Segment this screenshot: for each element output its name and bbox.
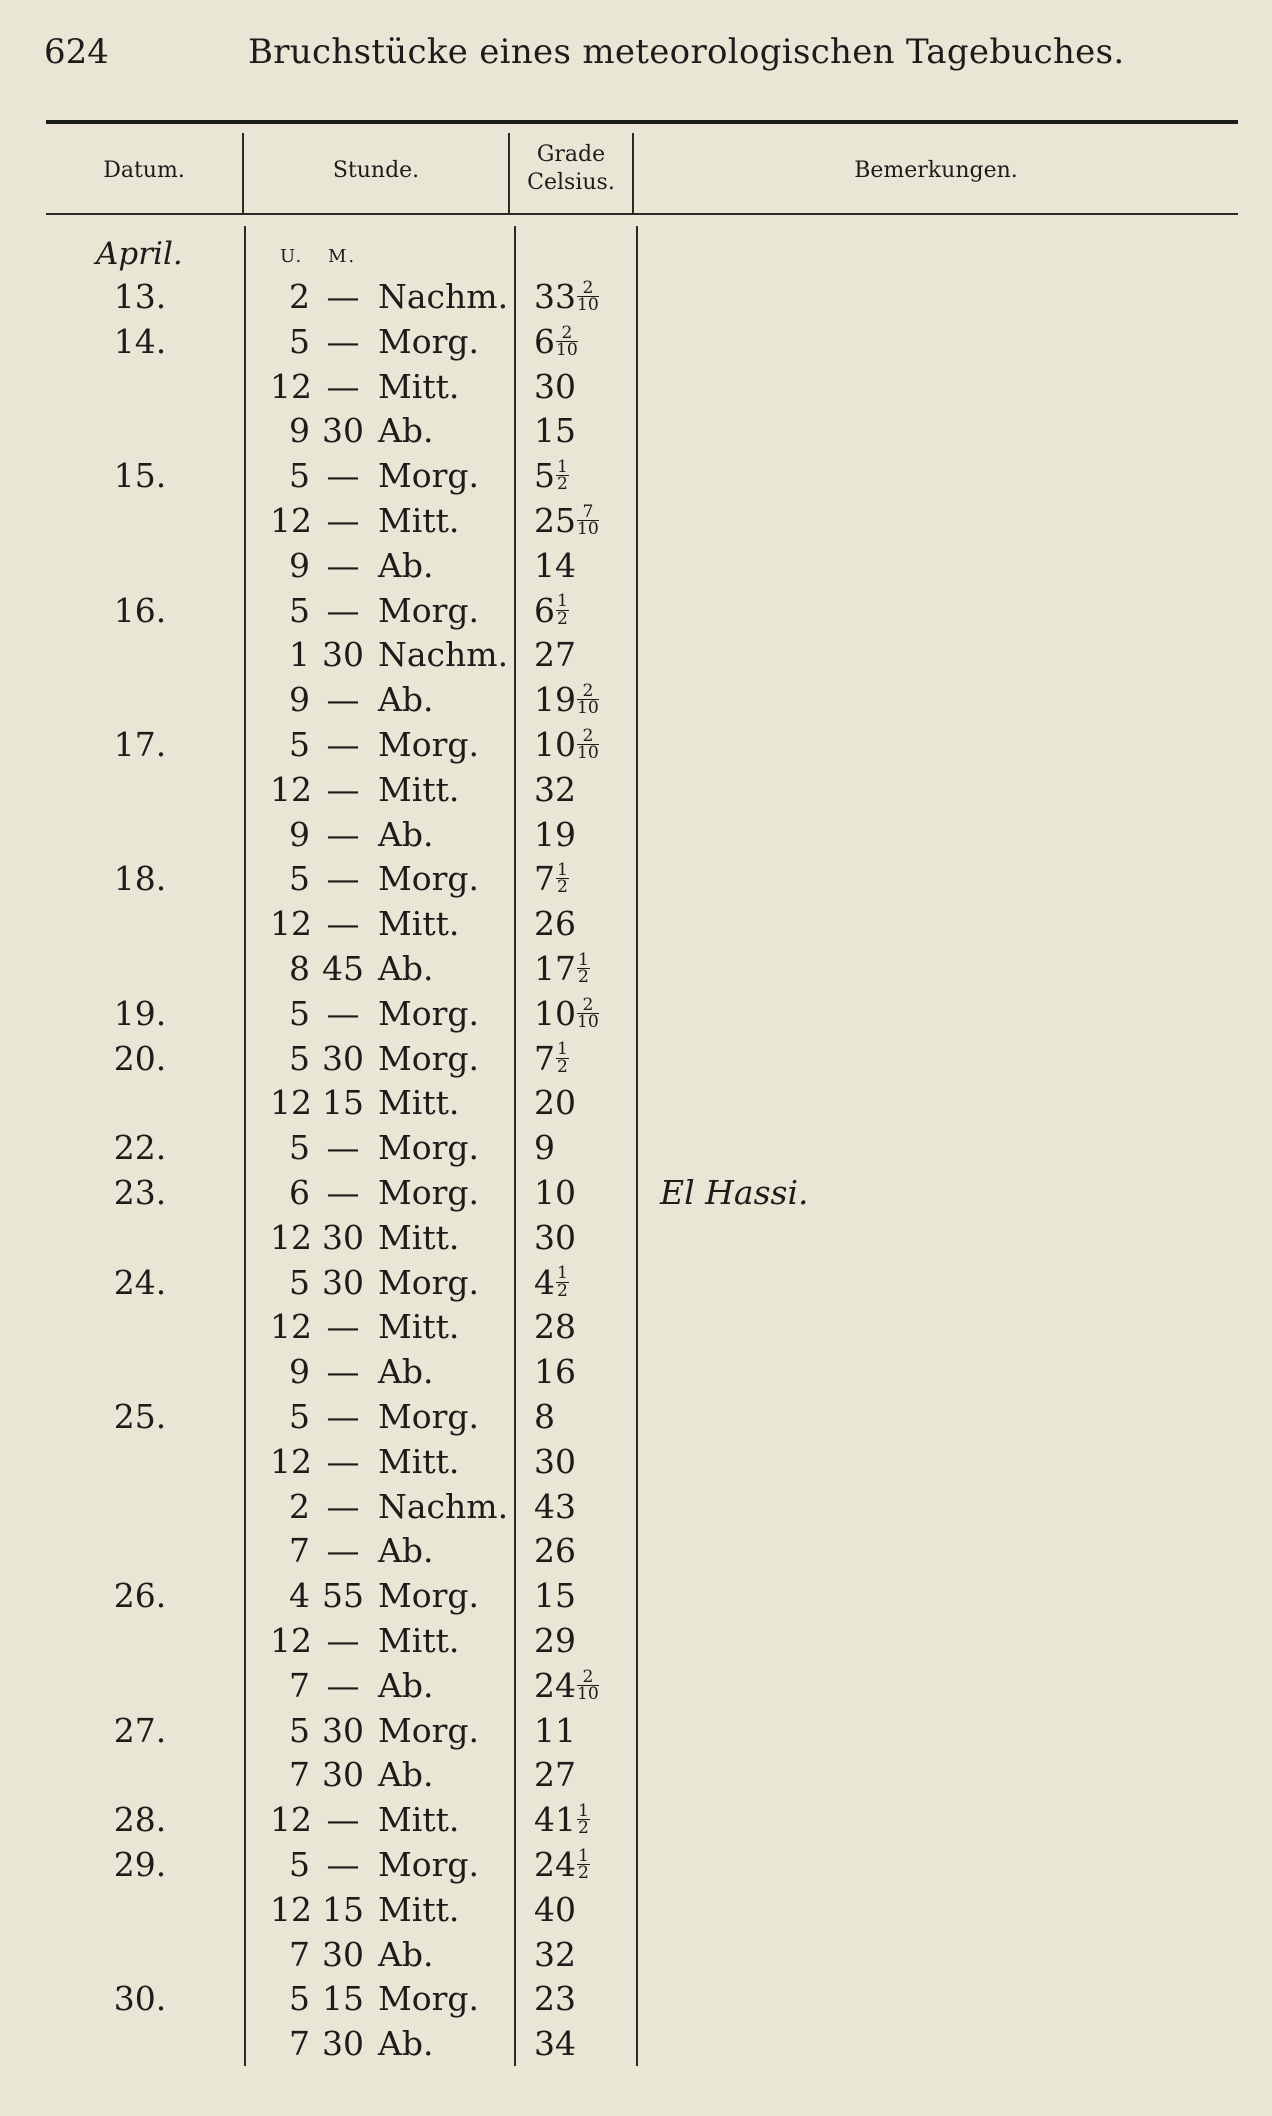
row-period: Ab. <box>378 411 434 451</box>
row-minute: — <box>326 1800 360 1840</box>
row-temperature <box>534 1753 576 1797</box>
row-temperature <box>534 947 590 991</box>
row-temperature <box>534 1798 590 1842</box>
fraction-denominator: 2 <box>578 1818 589 1839</box>
row-date: 27. <box>113 1710 167 1750</box>
row-minute: — <box>326 1621 360 1660</box>
page-number: 624 <box>44 32 109 72</box>
temperature-whole: 17 <box>534 949 576 988</box>
row-hour: 9 <box>289 545 310 585</box>
row-hour: 5 <box>289 590 310 630</box>
row-period: Morg. <box>378 1262 480 1302</box>
temperature-whole: 10 <box>534 725 576 764</box>
row-period: Mitt. <box>378 1800 460 1840</box>
temperature-fraction <box>577 1666 599 1704</box>
row-temperature <box>534 1305 576 1349</box>
row-period: Morg. <box>378 1576 480 1616</box>
row-period: Mitt. <box>378 1621 460 1660</box>
row-minute: 30 <box>322 2024 364 2064</box>
row-hour: 5 <box>289 1979 310 2019</box>
fraction-denominator: 10 <box>577 698 599 719</box>
temperature-whole: 14 <box>534 545 576 585</box>
row-period: Ab. <box>378 1531 434 1571</box>
row-temperature <box>534 1529 576 1573</box>
row-temperature <box>534 2022 576 2066</box>
row-temperature <box>534 1709 576 1753</box>
row-temperature <box>534 902 576 946</box>
row-period: Mitt. <box>378 1441 460 1481</box>
temperature-whole: 41 <box>534 1800 576 1840</box>
row-period: Mitt. <box>378 904 460 944</box>
row-minute: 45 <box>322 949 364 988</box>
row-hour: 12 <box>270 1083 312 1123</box>
row-period: Mitt. <box>378 366 460 406</box>
row-temperature <box>534 1485 576 1529</box>
row-minute: — <box>326 1128 360 1168</box>
fraction-numerator: 2 <box>577 280 599 297</box>
row-period: Morg. <box>378 725 480 764</box>
row-date: 13. <box>113 277 167 316</box>
temperature-whole: 6 <box>534 590 555 630</box>
fraction-denominator: 10 <box>577 743 599 764</box>
temperature-whole: 4 <box>534 1262 555 1302</box>
row-hour: 8 <box>289 949 310 988</box>
table-header-rule <box>46 213 1238 215</box>
row-temperature <box>534 813 576 857</box>
row-minute: 30 <box>322 1934 364 1974</box>
month-label: April. <box>96 236 183 272</box>
row-minute: — <box>326 277 360 316</box>
row-period: Mitt. <box>378 1083 460 1123</box>
fraction-denominator: 10 <box>577 519 599 540</box>
row-date: 16. <box>113 590 167 630</box>
row-temperature <box>534 1126 555 1170</box>
row-date: 23. <box>113 1173 167 1212</box>
row-period: Nachm. <box>378 1486 509 1526</box>
fraction-denominator: 2 <box>557 608 568 629</box>
temperature-whole: 9 <box>534 1128 555 1168</box>
temperature-whole: 19 <box>534 680 576 720</box>
temperature-whole: 7 <box>534 859 555 899</box>
row-date: 15. <box>113 456 167 496</box>
temperature-whole: 11 <box>534 1710 576 1750</box>
row-minute: — <box>326 1307 360 1347</box>
row-period: Morg. <box>378 1128 480 1168</box>
row-minute: 30 <box>322 1038 364 1078</box>
row-hour: 2 <box>289 277 310 316</box>
row-temperature <box>534 768 576 812</box>
temperature-whole: 5 <box>534 456 555 496</box>
fraction-denominator: 2 <box>557 877 568 898</box>
row-temperature <box>534 1395 555 1439</box>
row-hour: 7 <box>289 2024 310 2064</box>
row-hour: 5 <box>289 456 310 496</box>
column-header-hour: Stunde. <box>332 158 420 183</box>
row-period: Morg. <box>378 321 480 361</box>
header-divider-2 <box>508 133 510 213</box>
row-minute: 55 <box>322 1576 364 1616</box>
fraction-numerator: 2 <box>556 325 578 342</box>
column-header-temp-line1: Grade <box>536 142 606 167</box>
row-period: Mitt. <box>378 1307 460 1347</box>
row-date: 18. <box>113 859 167 899</box>
fraction-numerator: 1 <box>557 860 568 881</box>
row-date: 24. <box>113 1262 167 1302</box>
row-hour: 5 <box>289 1128 310 1168</box>
temperature-fraction <box>556 322 578 360</box>
row-temperature <box>534 275 599 319</box>
row-temperature <box>534 1037 569 1081</box>
temperature-whole: 30 <box>534 1217 576 1257</box>
row-minute: — <box>326 545 360 585</box>
row-minute: 30 <box>322 411 364 451</box>
row-period: Ab. <box>378 1755 434 1795</box>
row-date: 29. <box>113 1845 167 1884</box>
row-minute: — <box>326 904 360 944</box>
fraction-numerator: 2 <box>577 1669 599 1686</box>
row-hour: 5 <box>289 1038 310 1078</box>
row-period: Ab. <box>378 814 434 854</box>
row-period: Morg. <box>378 456 480 496</box>
temperature-whole: 24 <box>534 1845 576 1884</box>
row-period: Morg. <box>378 1710 480 1750</box>
temperature-whole: 28 <box>534 1307 576 1347</box>
row-period: Ab. <box>378 949 434 988</box>
column-divider-3 <box>636 226 638 2066</box>
row-temperature <box>534 1977 576 2021</box>
row-hour: 1 <box>289 635 310 675</box>
row-hour: 12 <box>270 1217 312 1257</box>
row-date: 26. <box>113 1576 167 1616</box>
temperature-whole: 33 <box>534 277 576 316</box>
row-period: Morg. <box>378 1979 480 2019</box>
row-period: Morg. <box>378 993 480 1033</box>
row-minute: 15 <box>322 1889 364 1929</box>
temperature-fraction <box>556 862 569 896</box>
row-minute: — <box>326 1486 360 1526</box>
row-hour: 5 <box>289 859 310 899</box>
temperature-fraction <box>577 680 599 719</box>
row-period: Morg. <box>378 1397 480 1436</box>
row-minute: 30 <box>322 1755 364 1795</box>
temperature-whole: 27 <box>534 635 576 675</box>
temperature-whole: 26 <box>534 904 576 944</box>
fraction-numerator: 1 <box>557 1263 568 1284</box>
row-temperature <box>534 1664 599 1708</box>
temperature-whole: 7 <box>534 1038 555 1078</box>
column-header-remarks: Bemerkungen. <box>854 158 1018 183</box>
row-temperature <box>534 1843 590 1887</box>
temperature-fraction <box>577 1845 590 1884</box>
row-hour: 9 <box>289 1352 310 1392</box>
row-minute: 30 <box>322 635 364 675</box>
row-minute: 15 <box>322 1979 364 2019</box>
header-divider-3 <box>632 133 634 213</box>
fraction-numerator: 2 <box>577 728 599 745</box>
temperature-whole: 6 <box>534 321 555 361</box>
row-date: 17. <box>113 725 167 764</box>
fraction-numerator: 2 <box>577 997 599 1014</box>
row-period: Nachm. <box>378 277 509 316</box>
fraction-denominator: 10 <box>556 339 578 360</box>
fraction-numerator: 1 <box>557 591 568 612</box>
row-hour: 5 <box>289 1262 310 1302</box>
fraction-denominator: 2 <box>578 967 589 988</box>
row-minute: — <box>326 680 360 720</box>
row-hour: 2 <box>289 1486 310 1526</box>
column-header-temp-line2: Celsius. <box>527 170 615 195</box>
row-hour: 12 <box>270 1889 312 1929</box>
column-divider-2 <box>514 226 516 2066</box>
fraction-denominator: 10 <box>577 1011 599 1032</box>
row-minute: — <box>326 456 360 496</box>
row-hour: 12 <box>270 1307 312 1347</box>
fraction-denominator: 10 <box>577 1683 599 1704</box>
fraction-numerator: 1 <box>557 1039 568 1060</box>
row-date: 28. <box>113 1800 167 1840</box>
temperature-whole: 15 <box>534 1576 576 1616</box>
row-temperature <box>534 365 576 409</box>
row-period: Morg. <box>378 859 480 899</box>
row-hour: 12 <box>270 1800 312 1840</box>
row-hour: 12 <box>270 769 312 809</box>
row-date: 30. <box>113 1979 167 2019</box>
row-date: 20. <box>113 1038 167 1078</box>
temperature-whole: 26 <box>534 1531 576 1571</box>
row-period: Morg. <box>378 1038 480 1078</box>
row-temperature <box>534 1888 576 1932</box>
row-minute: — <box>326 725 360 764</box>
row-hour: 7 <box>289 1531 310 1571</box>
temperature-whole: 30 <box>534 1441 576 1481</box>
temperature-fraction <box>556 1041 569 1075</box>
row-hour: 5 <box>289 725 310 764</box>
row-temperature <box>534 1574 576 1618</box>
row-period: Ab. <box>378 680 434 720</box>
row-minute: — <box>326 1352 360 1392</box>
row-period: Morg. <box>378 1845 480 1884</box>
row-hour: 9 <box>289 814 310 854</box>
row-date: 25. <box>113 1397 167 1436</box>
temperature-whole: 30 <box>534 366 576 406</box>
running-title: Bruchstücke eines meteorologischen Tagebuches. <box>248 32 1125 72</box>
row-hour: 5 <box>289 321 310 361</box>
row-hour: 9 <box>289 411 310 451</box>
temperature-fraction <box>577 949 590 988</box>
row-period: Ab. <box>378 1352 434 1392</box>
temperature-fraction <box>577 501 599 540</box>
temperature-fraction <box>577 1800 590 1839</box>
row-temperature <box>534 723 599 767</box>
row-temperature <box>534 409 576 453</box>
row-hour: 7 <box>289 1755 310 1795</box>
temperature-whole: 34 <box>534 2024 576 2064</box>
row-hour: 5 <box>289 993 310 1033</box>
row-hour: 12 <box>270 1621 312 1660</box>
row-temperature <box>534 1619 576 1663</box>
column-header-date: Datum. <box>103 158 185 183</box>
row-hour: 9 <box>289 680 310 720</box>
row-minute: — <box>326 1441 360 1481</box>
fraction-denominator: 2 <box>557 1280 568 1301</box>
temperature-whole: 19 <box>534 814 576 854</box>
temperature-whole: 15 <box>534 411 576 451</box>
row-period: Nachm. <box>378 635 509 675</box>
row-temperature <box>534 1261 569 1305</box>
row-minute: — <box>326 1173 360 1212</box>
row-hour: 12 <box>270 501 312 540</box>
row-temperature <box>534 499 599 543</box>
row-temperature <box>534 857 569 901</box>
row-minute: 30 <box>322 1710 364 1750</box>
temperature-fraction <box>577 725 599 764</box>
minute-unit-label: M. <box>328 246 357 267</box>
row-hour: 12 <box>270 366 312 406</box>
row-minute: — <box>326 590 360 630</box>
row-minute: — <box>326 993 360 1033</box>
row-period: Ab. <box>378 1934 434 1974</box>
temperature-fraction <box>556 1265 569 1299</box>
table-top-rule <box>46 120 1238 124</box>
row-hour: 7 <box>289 1665 310 1705</box>
temperature-whole: 8 <box>534 1397 555 1436</box>
hour-unit-label: U. <box>280 246 304 267</box>
fraction-numerator: 1 <box>578 949 589 970</box>
temperature-fraction <box>577 994 599 1032</box>
row-minute: — <box>326 1397 360 1436</box>
temperature-fraction <box>556 593 569 627</box>
temperature-whole: 23 <box>534 1979 576 2019</box>
row-period: Mitt. <box>378 769 460 809</box>
fraction-numerator: 1 <box>557 456 568 477</box>
row-hour: 12 <box>270 1441 312 1481</box>
temperature-fraction <box>556 456 569 495</box>
header-divider-1 <box>242 133 244 213</box>
row-hour: 7 <box>289 1934 310 1974</box>
row-temperature <box>534 678 599 722</box>
row-temperature <box>534 992 599 1036</box>
row-hour: 12 <box>270 904 312 944</box>
row-temperature <box>534 1350 576 1394</box>
row-period: Ab. <box>378 2024 434 2064</box>
row-minute: — <box>326 1665 360 1705</box>
fraction-denominator: 2 <box>557 474 568 495</box>
temperature-whole: 16 <box>534 1352 576 1392</box>
row-temperature <box>534 320 578 364</box>
row-hour: 5 <box>289 1397 310 1436</box>
row-hour: 6 <box>289 1173 310 1212</box>
row-minute: — <box>326 769 360 809</box>
row-minute: — <box>326 501 360 540</box>
row-period: Morg. <box>378 590 480 630</box>
row-temperature <box>534 589 569 633</box>
row-temperature <box>534 1171 576 1215</box>
temperature-whole: 24 <box>534 1665 576 1705</box>
row-period: Ab. <box>378 1665 434 1705</box>
row-hour: 5 <box>289 1710 310 1750</box>
row-minute: — <box>326 1845 360 1884</box>
row-date: 14. <box>113 321 167 361</box>
row-period: Mitt. <box>378 1889 460 1929</box>
row-temperature <box>534 1081 576 1125</box>
temperature-whole: 27 <box>534 1755 576 1795</box>
row-minute: 30 <box>322 1262 364 1302</box>
row-minute: — <box>326 321 360 361</box>
row-temperature <box>534 454 569 498</box>
row-period: Mitt. <box>378 501 460 540</box>
row-temperature <box>534 1933 576 1977</box>
temperature-whole: 32 <box>534 769 576 809</box>
row-temperature <box>534 1440 576 1484</box>
row-date: 22. <box>113 1128 167 1168</box>
fraction-numerator: 1 <box>578 1800 589 1821</box>
row-temperature <box>534 633 576 677</box>
fraction-denominator: 2 <box>578 1863 589 1884</box>
row-period: Ab. <box>378 545 434 585</box>
fraction-denominator: 2 <box>557 1056 568 1077</box>
column-divider-1 <box>244 226 246 2066</box>
row-minute: — <box>326 1531 360 1571</box>
temperature-fraction <box>577 277 599 316</box>
fraction-denominator: 10 <box>577 295 599 316</box>
row-minute: 15 <box>322 1083 364 1123</box>
row-minute: — <box>326 366 360 406</box>
temperature-whole: 29 <box>534 1621 576 1660</box>
row-period: Morg. <box>378 1173 480 1212</box>
fraction-numerator: 2 <box>577 683 599 700</box>
row-temperature <box>534 1216 576 1260</box>
row-hour: 4 <box>289 1576 310 1616</box>
fraction-numerator: 7 <box>577 504 599 521</box>
row-minute: — <box>326 859 360 899</box>
temperature-whole: 32 <box>534 1934 576 1974</box>
row-period: Mitt. <box>378 1217 460 1257</box>
row-remark: El Hassi. <box>660 1173 809 1212</box>
row-date: 19. <box>113 993 167 1033</box>
row-temperature <box>534 544 576 588</box>
row-minute: 30 <box>322 1217 364 1257</box>
temperature-whole: 40 <box>534 1889 576 1929</box>
temperature-whole: 25 <box>534 501 576 540</box>
fraction-numerator: 1 <box>578 1845 589 1866</box>
temperature-whole: 20 <box>534 1083 576 1123</box>
row-hour: 5 <box>289 1845 310 1884</box>
temperature-whole: 10 <box>534 1173 576 1212</box>
temperature-whole: 10 <box>534 993 576 1033</box>
temperature-whole: 43 <box>534 1486 576 1526</box>
row-minute: — <box>326 814 360 854</box>
